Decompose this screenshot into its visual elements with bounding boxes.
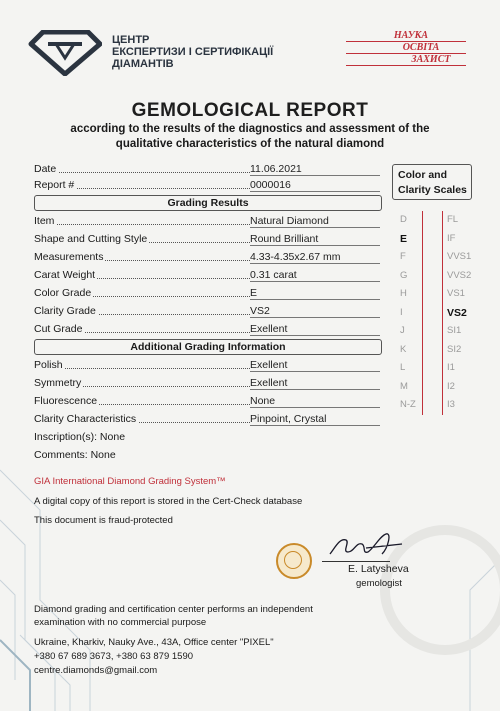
inscription: Inscription(s): None bbox=[34, 431, 126, 443]
grading-value: Round Brilliant bbox=[250, 233, 319, 245]
motto-divider bbox=[346, 65, 466, 66]
org-name-line-2: ЕКСПЕРТИЗИ І СЕРТИФІКАЦІЇ bbox=[112, 46, 274, 58]
clarity-scale-item: VVS1 bbox=[447, 251, 472, 262]
page-subtitle bbox=[20, 122, 480, 152]
clarity-scale-item: SI1 bbox=[447, 325, 462, 336]
grading-row bbox=[34, 322, 364, 336]
grading-label: Carat Weight bbox=[34, 269, 96, 281]
diamond-logo-icon bbox=[28, 30, 102, 76]
additional-value: Pinpoint, Crystal bbox=[250, 413, 327, 425]
date-row bbox=[34, 162, 364, 176]
gold-stamp-icon bbox=[276, 543, 312, 579]
scales-title-line-1: Color and bbox=[398, 169, 447, 181]
grading-row bbox=[34, 286, 364, 300]
org-name-line-3: ДІАМАНТІВ bbox=[112, 58, 174, 70]
subtitle-line-1: according to the results of the diagnostics and assessment of the bbox=[70, 123, 430, 135]
clarity-scale-item: I1 bbox=[447, 362, 455, 373]
digital-copy-note: A digital copy of this report is stored in the Cert-Check database bbox=[34, 496, 303, 507]
additional-label: Polish bbox=[34, 359, 63, 371]
color-scale-item: M bbox=[400, 380, 408, 392]
additional-row bbox=[34, 376, 364, 390]
additional-value: None bbox=[250, 395, 276, 407]
clarity-scale-item: VS1 bbox=[447, 288, 465, 299]
grading-row bbox=[34, 268, 364, 282]
additional-label: Clarity Characteristics bbox=[34, 413, 137, 425]
report-number-label: Report # bbox=[34, 179, 75, 191]
grading-label: Shape and Cutting Style bbox=[34, 233, 148, 245]
additional-row bbox=[34, 394, 364, 408]
additional-value: Exellent bbox=[250, 377, 288, 389]
color-scale-item: F bbox=[400, 251, 406, 262]
clarity-scale-item: SI2 bbox=[447, 343, 462, 355]
clarity-scale-item: I3 bbox=[447, 399, 455, 410]
color-scale-item: N-Z bbox=[400, 399, 416, 410]
signature-line bbox=[322, 561, 390, 562]
org-name-line-1: ЦЕНТР bbox=[112, 34, 150, 46]
scales-title-box bbox=[392, 164, 472, 200]
color-scale-item: G bbox=[400, 269, 408, 281]
gia-note: GIA International Diamond Grading System™ bbox=[34, 476, 226, 487]
date-value: 11.06.2021 bbox=[250, 163, 302, 175]
clarity-scale-item: I2 bbox=[447, 380, 455, 392]
grading-value: Natural Diamond bbox=[250, 215, 329, 227]
grading-value: 0.31 carat bbox=[250, 269, 297, 281]
footer-line-1: Diamond grading and certification center performs an independent bbox=[34, 604, 313, 615]
motto-line-2: ОСВІТА bbox=[402, 42, 440, 53]
grading-label: Clarity Grade bbox=[34, 305, 96, 317]
color-scale-item: D bbox=[400, 214, 407, 225]
color-scale bbox=[396, 211, 423, 415]
motto-line-1: НАУКА bbox=[393, 30, 429, 41]
additional-row bbox=[34, 412, 364, 426]
subtitle-line-2: qualitative characteristics of the natural diamond bbox=[115, 138, 385, 150]
color-scale-item: J bbox=[400, 325, 405, 336]
color-scale-item: H bbox=[400, 288, 407, 299]
color-scale-item: L bbox=[400, 362, 406, 373]
page-title: GEMOLOGICAL REPORT bbox=[131, 100, 369, 121]
grading-label: Cut Grade bbox=[34, 323, 83, 335]
date-label: Date bbox=[34, 163, 57, 175]
grading-label: Item bbox=[34, 215, 55, 227]
org-name bbox=[112, 34, 312, 70]
clarity-scale bbox=[442, 211, 477, 415]
comments: Comments: None bbox=[34, 449, 116, 461]
fraud-note: This document is fraud-protected bbox=[34, 515, 173, 526]
clarity-scale-item: IF bbox=[447, 232, 456, 244]
grading-label: Color Grade bbox=[34, 287, 92, 299]
motto bbox=[346, 30, 466, 66]
grading-row bbox=[34, 232, 364, 246]
gemologist-name: E. Latysheva bbox=[348, 563, 409, 575]
additional-value: Exellent bbox=[250, 359, 288, 371]
color-scale-item: K bbox=[400, 343, 407, 355]
grading-value: VS2 bbox=[250, 305, 270, 317]
clarity-scale-item: VVS2 bbox=[447, 269, 472, 281]
color-scale-item: I bbox=[400, 306, 403, 318]
additional-row bbox=[34, 358, 364, 372]
grading-row bbox=[34, 304, 364, 318]
additional-label: Symmetry bbox=[34, 377, 82, 389]
grading-row bbox=[34, 214, 364, 228]
grading-row bbox=[34, 250, 364, 264]
signature-icon bbox=[326, 528, 406, 562]
additional-label: Fluorescence bbox=[34, 395, 98, 407]
footer-email[interactable]: centre.diamonds@gmail.com bbox=[34, 665, 158, 676]
footer-phones: +380 67 689 3673, +380 63 879 1590 bbox=[34, 651, 194, 662]
grading-value: E bbox=[250, 287, 258, 299]
footer-line-2: examination with no commercial purpose bbox=[34, 617, 207, 628]
grading-value: Exellent bbox=[250, 323, 288, 335]
report-number-row bbox=[34, 178, 364, 192]
clarity-scale-item: FL bbox=[447, 214, 459, 225]
grading-results-header: Grading Results bbox=[34, 195, 382, 211]
scales-title-line-2: Clarity Scales bbox=[398, 184, 467, 196]
report-number-value: 0000016 bbox=[250, 179, 291, 191]
gemologist-role: gemologist bbox=[356, 578, 402, 589]
additional-info-header: Additional Grading Information bbox=[34, 339, 382, 355]
motto-line-3: ЗАХИСТ bbox=[411, 54, 451, 65]
grading-label: Measurements bbox=[34, 251, 104, 263]
clarity-scale-item: VS2 bbox=[447, 306, 467, 319]
footer-address: Ukraine, Kharkiv, Nauky Ave., 43A, Office center "PIXEL" bbox=[34, 637, 274, 648]
grading-value: 4.33-4.35x2.67 mm bbox=[250, 251, 341, 263]
color-scale-item: E bbox=[400, 232, 408, 245]
